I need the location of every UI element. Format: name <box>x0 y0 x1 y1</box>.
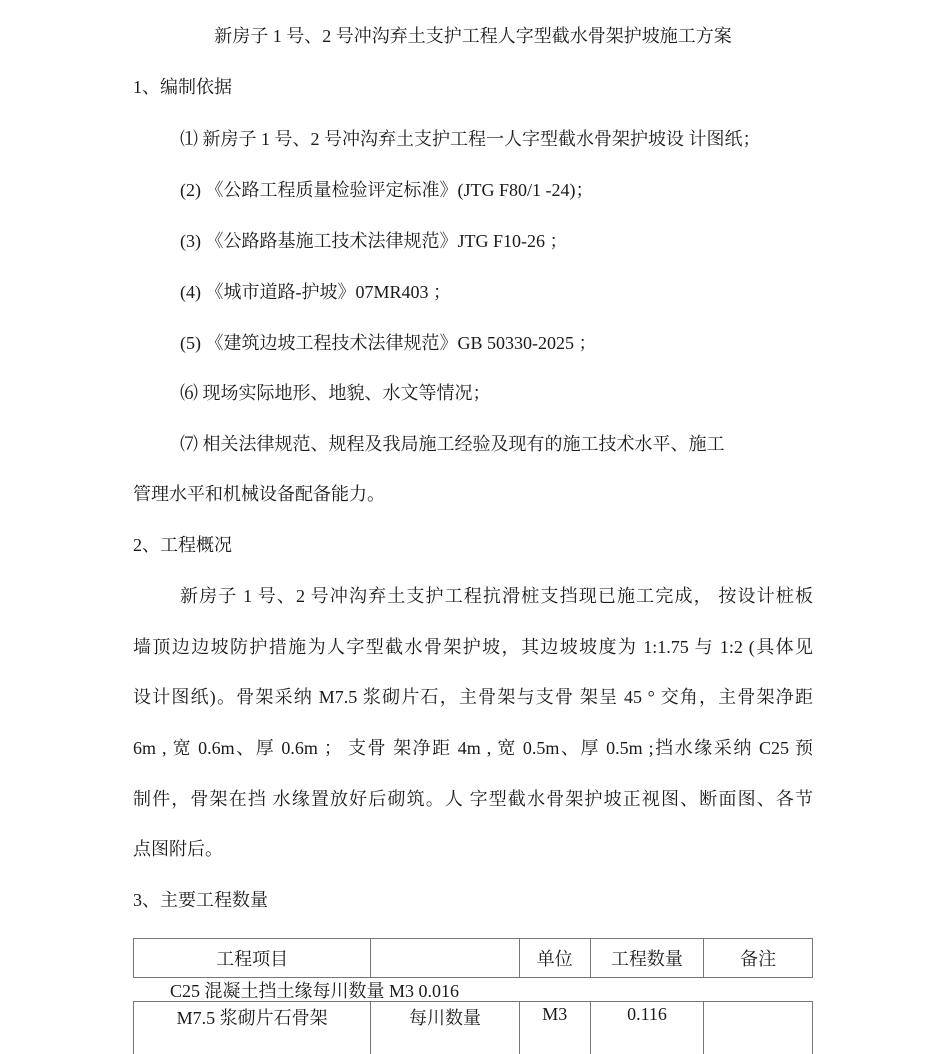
basis-item-1: ⑴ 新房子 1 号、2 号冲沟弃土支护工程一人字型截水骨架护坡设 计图纸； <box>180 127 761 151</box>
header-cell-blank <box>371 939 520 978</box>
header-cell-item: 工程项目 <box>134 939 371 978</box>
document-title: 新房子 1 号、2 号冲沟弃土支护工程人字型截水骨架护坡施工方案 <box>0 24 946 48</box>
header-cell-unit: 单位 <box>519 939 590 978</box>
table-row <box>134 1002 813 1054</box>
overview-line-2: 墙顶边边坡防护措施为人字型截水骨架护坡，其边坡坡度为 1:1.75 与 1:2 (具体见 <box>133 635 813 659</box>
basis-item-5: (5) 《建筑边坡工程技术法律规范》GB 50330-2025 ； <box>180 331 597 355</box>
quantity-table-body <box>133 1001 813 1054</box>
overview-line-6: 点图附后。 <box>133 837 223 861</box>
cell-quantity: 0.116 <box>590 1002 704 1054</box>
basis-item-2: (2) 《公路工程质量检验评定标准》(JTG F80/1 -24)； <box>180 178 593 202</box>
basis-item-6: ⑹ 现场实际地形、地貌、水文等情况； <box>180 381 491 405</box>
overview-line-1: 新房子 1 号、2 号冲沟弃土支护工程抗滑桩支挡现已施工完成， 按设计桩板 <box>180 584 813 608</box>
cell-remarks <box>704 1002 813 1054</box>
overview-line-5: 制件，骨架在挡 水缘置放好后砌筑。人 字型截水骨架护坡正视图、断面图、各节 <box>133 787 813 811</box>
table-merged-row: C25 混凝土挡土缘每川数量 M3 0.016 <box>170 980 459 1002</box>
table-header-row <box>134 939 813 978</box>
cell-item: M7.5 浆砌片石骨架 <box>134 1002 371 1054</box>
basis-item-4: (4) 《城市道路-护坡》07MR403 ； <box>180 280 451 304</box>
header-cell-quantity: 工程数量 <box>590 939 704 978</box>
overview-line-3: 设计图纸)。骨架采纳 M7.5 浆砌片石，主骨架与支骨 架呈 45 ° 交角，主骨架净距 <box>133 685 813 709</box>
section-heading-basis: 1、编制依据 <box>133 75 232 99</box>
cell-scope: 每川数量 <box>371 1002 520 1054</box>
cell-unit: M3 <box>519 1002 590 1054</box>
header-cell-remarks: 备注 <box>704 939 813 978</box>
section-heading-quantities: 3、主要工程数量 <box>133 888 268 912</box>
basis-item-3: (3) 《公路路基施工技术法律规范》JTG F10-26 ； <box>180 229 568 253</box>
overview-line-4: 6m , 宽 0.6m、厚 0.6m ； 支骨 架净距 4m , 宽 0.5m、厚 0.5m ;挡水缘采纳 C25 预 <box>133 736 813 760</box>
basis-item-7: ⑺ 相关法律规范、规程及我局施工经验及现有的施工技术水平、施工 <box>180 432 725 456</box>
basis-item-7-continuation: 管理水平和机械设备配备能力。 <box>133 482 385 506</box>
section-heading-overview: 2、工程概况 <box>133 533 232 557</box>
quantity-table-header <box>133 938 813 978</box>
